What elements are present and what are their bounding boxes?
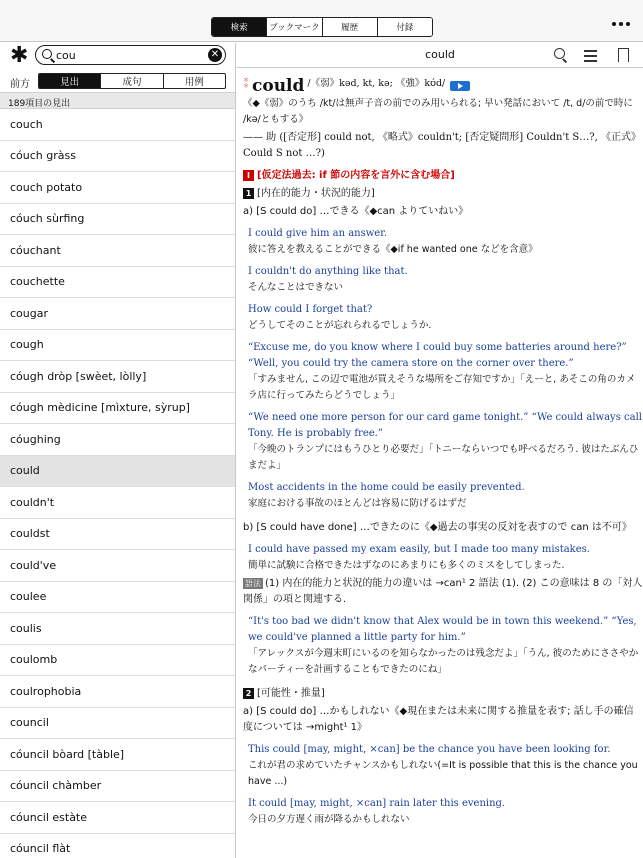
subsense-1-title: [内在的能力・状況的能力] [257, 188, 375, 199]
example-english: It could [may, might, ×can] rain later this evening. [248, 798, 506, 809]
top-bar [0, 0, 643, 42]
entry-header [237, 43, 643, 68]
example-english: I couldn't do anything like that. [248, 266, 408, 277]
result-item[interactable]: cóuncil estàte [0, 802, 235, 834]
grammar-label: 語法 [245, 578, 261, 588]
sense-1-number: I [243, 170, 254, 181]
result-item[interactable]: coulis [0, 613, 235, 645]
top-segmented-control [211, 17, 433, 37]
example [243, 264, 643, 296]
search-header [0, 43, 235, 70]
tab-example[interactable]: 用例 [163, 74, 225, 88]
result-item[interactable]: cougar [0, 298, 235, 330]
tab-history[interactable]: 履歴 [322, 18, 377, 36]
result-item[interactable]: cóuch gràss [0, 141, 235, 173]
tab-search[interactable]: 検索 [212, 18, 266, 36]
examples-a2 [243, 742, 643, 828]
clear-search-icon[interactable]: ✕ [208, 48, 222, 62]
result-item[interactable]: cóuch sùrfing [0, 204, 235, 236]
sense-a-head: a) [S could do] …できる《◆can よりていねい》 [243, 206, 469, 217]
result-item[interactable]: coulee [0, 582, 235, 614]
result-item[interactable]: cough [0, 330, 235, 362]
result-item[interactable]: could [0, 456, 235, 488]
example-english: “Excuse me, do you know where I could buy some batteries around here?” “Well, you could try the camera store on the corner over there.” [248, 342, 627, 369]
example-japanese: 家庭における事故のほとんどは容易に防げるはずだ [248, 498, 467, 509]
example-japanese: 「すみません, この辺で電池が買えそうな場所をご存知ですか」「えーと, あそこの角のカメラ店に行ってみたらどうでしょう」 [248, 374, 636, 401]
result-item[interactable]: could've [0, 550, 235, 582]
rank-marks: ＊＊ [243, 77, 250, 90]
example-english: I could have passed my exam easily, but I made too many mistakes. [248, 544, 590, 555]
result-count: 189項目の見出 [0, 92, 235, 109]
headword-line [243, 72, 643, 94]
example-japanese: 「アレックスが今週末町にいるのを知らなかったのは残念だよ」「うん, 彼のためにささやかなパーティーを計画することもできたのにね」 [248, 648, 639, 675]
search-input[interactable] [56, 47, 206, 63]
headword: could [252, 76, 305, 96]
example-english: “We need one more person for our card game tonight.” “We could always call Tony. He is probably free.” [248, 412, 642, 439]
pronunciation-note: 《◆《弱》のうち /kt/は無声子音の前でのみ用いられる; 早い発話において /t, d/の前で時に /kə/ともする》 [243, 98, 633, 125]
example-japanese: 簡単に試験に合格できたはずなのにあまりにも多くのミスをしてしまった. [248, 560, 565, 571]
result-item[interactable]: cóuncil flàt [0, 834, 235, 858]
result-item[interactable]: coulrophobia [0, 676, 235, 708]
example [243, 614, 643, 678]
result-item[interactable]: cóuncil chàmber [0, 771, 235, 803]
result-item[interactable]: couldn't [0, 487, 235, 519]
search-icon [42, 49, 52, 59]
example-english: Most accidents in the home could be easily prevented. [248, 482, 525, 493]
examples-b [243, 542, 643, 574]
example-japanese: そんなことはできない [248, 282, 344, 293]
wildcard-icon[interactable]: ✱ [10, 43, 29, 68]
entry-body [237, 68, 643, 828]
example [243, 302, 643, 334]
grammar-note [243, 576, 643, 608]
result-item[interactable]: coulomb [0, 645, 235, 677]
example-japanese: 彼に答えを教えることができる《◆if he wanted one などを含意》 [248, 244, 538, 255]
example-english: I could give him an answer. [248, 228, 388, 239]
subsense-1-heading [243, 186, 643, 202]
sense-a2-head: a) [S could do] …かもしれない《◆現在または未来に関する推量を表す; 話し手の確信度については →might¹ 1》 [243, 706, 634, 733]
example [243, 796, 643, 828]
result-item[interactable]: cóugh mèdicine [mìxture, sỳrup] [0, 393, 235, 425]
contents-list-icon[interactable] [583, 47, 599, 63]
grammar-text: (1) 内在的能力と状況的能力の違いは →can¹ 2 語法 (1). (2) この意味は 8 の「対人関係」の項と関連する. [243, 578, 643, 605]
search-in-entry-icon[interactable] [553, 47, 569, 63]
example-japanese: 「今晩のトランプにはもうひとり必要だ」「トニーならいつでも呼べるだろう. 彼はたぶんひまだよ」 [248, 444, 639, 471]
result-item[interactable]: couch potato [0, 172, 235, 204]
example-japanese: これが君の求めていたチャンスかもしれない(=It is possible that this is the chance you have ...) [248, 760, 638, 787]
more-options-icon[interactable] [612, 20, 630, 28]
sense-1-title: [仮定法過去: if 節の内容を言外に含む場合] [257, 170, 455, 181]
search-mode-label: 前方 [10, 79, 30, 90]
results-pane [0, 43, 236, 858]
example-japanese: どうしてそのことが忘れられるでしょうか. [248, 320, 432, 331]
result-item[interactable]: cóughing [0, 424, 235, 456]
tab-bookmark[interactable]: ブックマーク [266, 18, 321, 36]
search-mode-row [0, 70, 235, 92]
example [243, 410, 643, 474]
tab-appendix[interactable]: 付録 [377, 18, 432, 36]
tab-headword[interactable]: 見出 [39, 74, 100, 88]
example-english: This could [may, might, ×can] be the chance you have been looking for. [248, 744, 611, 755]
example [243, 742, 643, 790]
example [243, 542, 643, 574]
entry-pane [237, 43, 643, 858]
pronunciation: /《弱》kəd, kt, kə; 《強》kʊ́d/ [307, 78, 446, 89]
bookmark-icon[interactable] [615, 47, 631, 63]
subsense-2-number: 2 [243, 688, 254, 699]
subsense-2-heading [243, 686, 643, 702]
play-audio-icon[interactable] [450, 81, 470, 91]
tab-idiom[interactable]: 成句 [100, 74, 162, 88]
result-list [0, 109, 235, 858]
example [243, 340, 643, 404]
examples-a [243, 226, 643, 512]
examples-b2 [243, 614, 643, 678]
sense-1-heading [243, 168, 643, 184]
result-item[interactable]: cóuncil bòard [tàble] [0, 739, 235, 771]
result-item[interactable]: couchette [0, 267, 235, 299]
example [243, 226, 643, 258]
auxiliary-forms: —— 助 ([否定形] could not, 《略式》couldn't; [否定疑問形] Couldn't S…?, 《正式》Could S not …?) [243, 132, 641, 159]
subsense-1-number: 1 [243, 188, 254, 199]
result-item[interactable]: couch [0, 109, 235, 141]
result-item[interactable]: cóuchant [0, 235, 235, 267]
search-type-tabs [38, 73, 226, 89]
entry-title: could [425, 48, 455, 61]
example-english: How could I forget that? [248, 304, 373, 315]
subsense-2-title: [可能性・推量] [257, 688, 325, 699]
search-box [35, 45, 226, 65]
example-english: “It's too bad we didn't know that Alex would be in town this weekend.” “Yes, we could've planned a little party for him.” [248, 616, 637, 643]
result-item[interactable]: council [0, 708, 235, 740]
result-item[interactable]: cóugh dròp [swèet, lòlly] [0, 361, 235, 393]
example [243, 480, 643, 512]
sense-b-head: b) [S could have done] …できたのに《◆過去の事実の反対を表すので can は不可》 [243, 522, 632, 533]
example-japanese: 今日の夕方遅く雨が降るかもしれない [248, 814, 410, 825]
result-item[interactable]: couldst [0, 519, 235, 551]
